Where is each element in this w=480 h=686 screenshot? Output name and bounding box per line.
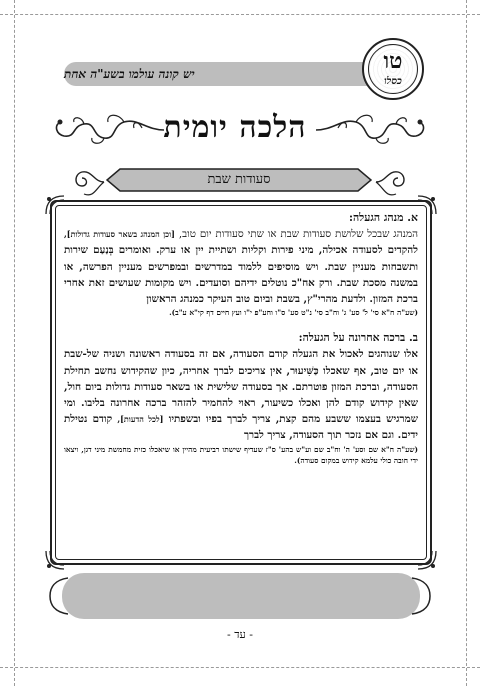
topic-label: סעודות שבת bbox=[207, 172, 271, 187]
topic-box bbox=[106, 168, 372, 192]
corner-ornament-icon bbox=[416, 549, 438, 571]
banner-title: הלכה יומית bbox=[163, 110, 307, 145]
section-paragraph bbox=[64, 346, 418, 465]
crop-line-top bbox=[0, 14, 480, 15]
left-ornament-icon bbox=[66, 164, 106, 200]
date-day: טו bbox=[383, 48, 403, 74]
section-text-bold: להקדים לסעודה אכילה, מיני פירות וקליות ושתיית יין או ערק. ואומרים בְּנַעַם שירות ותשבחות מעניין שבת. ויש מוסיפים ללמוד במדרשים ובמפרשים מעניין הפרשה, או במשנה מסכת שבת. ורק אח"כ נוטלים ידיהם וסועדים. ויש מקומות שעושים זאת אחרי ברכת המזון. ולדעת מהרי"ץ, בשבת וביום טוב העיקר כמנהג הראשון bbox=[64, 244, 418, 306]
footer-right-ornament-icon bbox=[410, 576, 434, 616]
section-paragraph bbox=[64, 226, 418, 318]
section-text: קודם נטילת ידים. וגם אם נזכר תוך הסעודה, צריך לברך bbox=[64, 413, 418, 442]
section-heading: א. מנהג הגעלה: bbox=[348, 211, 418, 224]
crop-line-bottom bbox=[0, 667, 480, 668]
corner-ornament-icon bbox=[44, 194, 66, 216]
left-flourish-icon bbox=[46, 108, 166, 148]
section-heading: ב. ברכה אחרונה על הגעלה: bbox=[298, 331, 418, 345]
page-number: - עד - bbox=[227, 628, 253, 641]
header-title: יש קונה עולמו בשע"ה אחת bbox=[64, 66, 195, 81]
section-text: המנהג שבכל שלושת סעודות שבת או שתי סעודות יום טוב, bbox=[178, 228, 418, 241]
footer-box bbox=[62, 573, 420, 619]
section-note: [וכן המנהג בשאר סעודות גדולות], bbox=[64, 229, 175, 240]
right-ornament-icon bbox=[374, 164, 414, 200]
date-month: כסלו bbox=[384, 76, 402, 87]
crop-line-left bbox=[14, 0, 15, 686]
right-flourish-icon bbox=[314, 108, 434, 148]
crop-line-right bbox=[466, 0, 467, 686]
corner-ornament-icon bbox=[44, 549, 66, 571]
article-body bbox=[64, 210, 418, 558]
section-text: אלו שנוהגים לאכול את הגעלה קודם הסעודה, אם זה בסעודה ראשונה ושניה של-שבת או יום טוב, אף שאכלו כַּשִּׁיעוּר, אין צריכים לברך אחריה, כיון שהקידוש נחשב תחילת הסעודה, וברכת המזון פוטרתם. אך בסעודה שלישית או בשאר סעודות גדולות ביום חול, שאין קידוש קודם להן ואכלו כשיעור, ראוי להחמיר להזהר ברכה אחרונה בליבו. ומי שמרגיש בעצמו ששבע מהם קצת, צריך לברך בפיו ובשפתיו bbox=[64, 348, 418, 426]
section-source: (שע"ה ח"א סי' ל' סע' ג' וח"ב סי' נ"ט סע' ס"ו וחע"פ י"ו ועץ חיים דף קי"א ע"ב). bbox=[169, 308, 418, 318]
corner-ornament-icon bbox=[416, 194, 438, 216]
header-bar bbox=[64, 62, 390, 86]
section-note: [לכל הדעות], bbox=[117, 414, 164, 425]
section-source: (שע"ה ח"א שם וסע' ה' וח"ב שם וע"ש בהע' ס"ז שעדיף שישתו רביעית מהיין או שיאכלו כזית מחמשת מיני דגן, ויצאו ידי חובה כולי עלמא קידוש במקום סעודה). bbox=[64, 444, 418, 465]
date-badge bbox=[362, 38, 424, 100]
